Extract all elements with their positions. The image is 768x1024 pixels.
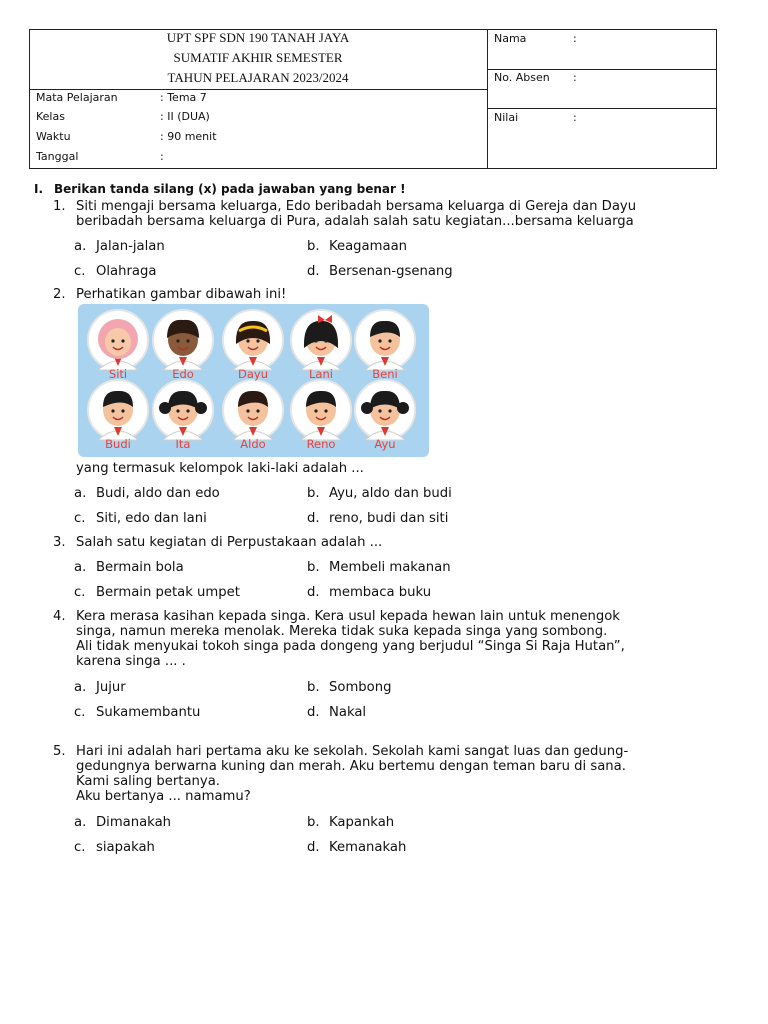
question-line: singa, namun mereka menolak. Mereka tidak suka kepada singa yang sombong. [76, 624, 608, 639]
option-text[interactable]: Bersenan-gsenang [329, 264, 453, 279]
option-key: d. [307, 264, 320, 279]
option-key: a. [74, 486, 87, 501]
option-key: c. [74, 585, 86, 600]
option-text[interactable]: Olahraga [96, 264, 157, 279]
child-portrait-dayu [223, 310, 283, 370]
option-text[interactable]: Keagamaan [329, 239, 408, 254]
option-text[interactable]: Jujur [96, 680, 126, 695]
child-portrait-reno [291, 380, 351, 440]
option-key: c. [74, 511, 86, 526]
field-label-score: Nilai [494, 111, 519, 124]
option-key: d. [307, 511, 320, 526]
field-label-class: Kelas [36, 110, 65, 123]
option-text[interactable]: Bermain bola [96, 560, 184, 575]
question-line: gedungnya berwarna kuning dan merah. Aku bertemu dengan teman baru di sana. [76, 759, 626, 774]
option-key: b. [307, 815, 320, 830]
child-name-label: Beni [372, 367, 398, 381]
option-text[interactable]: Siti, edo dan lani [96, 511, 207, 526]
field-colon-absen: : [573, 71, 577, 84]
child-portrait-ita [153, 380, 213, 440]
children-picture-panel [78, 304, 429, 457]
option-key: a. [74, 239, 87, 254]
option-text[interactable]: Kemanakah [329, 840, 407, 855]
child-name-label: Reno [306, 437, 336, 451]
option-key: b. [307, 239, 320, 254]
option-text[interactable]: Budi, aldo dan edo [96, 486, 220, 501]
option-key: c. [74, 705, 86, 720]
section-instruction: Berikan tanda silang (x) pada jawaban yang benar ! [54, 182, 406, 196]
option-text[interactable]: reno, budi dan siti [329, 511, 449, 526]
option-key: d. [307, 840, 320, 855]
option-text[interactable]: Ayu, aldo dan budi [329, 486, 452, 501]
option-key: d. [307, 705, 320, 720]
field-colon-name: : [573, 32, 577, 45]
child-portrait-beni [355, 310, 415, 370]
option-text[interactable]: Nakal [329, 705, 367, 720]
question-line: Siti mengaji bersama keluarga, Edo beribadah bersama keluarga di Gereja dan Dayu [76, 199, 637, 214]
question-line: Kami saling bertanya. [76, 774, 220, 789]
question-followup: yang termasuk kelompok laki-laki adalah ... [76, 461, 364, 476]
option-text[interactable]: Dimanakah [96, 815, 172, 830]
child-portrait-edo [153, 310, 213, 370]
child-name-label: Siti [108, 367, 128, 381]
section-number: I. [34, 182, 44, 196]
child-name-label: Ita [175, 437, 191, 451]
option-key: a. [74, 560, 87, 575]
option-text[interactable]: Membeli makanan [329, 560, 451, 575]
option-text[interactable]: Jalan-jalan [96, 239, 165, 254]
option-key: b. [307, 486, 320, 501]
child-name-label: Edo [172, 367, 194, 381]
child-portrait-budi [88, 380, 148, 440]
academic-year: TAHUN PELAJARAN 2023/2024 [167, 70, 349, 85]
option-key: c. [74, 840, 86, 855]
header-divider-left [29, 89, 487, 90]
option-text[interactable]: Kapankah [329, 815, 395, 830]
child-name-label: Ayu [374, 437, 396, 451]
option-text[interactable]: Sukamembantu [96, 705, 201, 720]
question-number: 1. [53, 199, 66, 214]
question-line: karena singa ... . [76, 654, 186, 669]
question-line: Salah satu kegiatan di Perpustakaan adalah ... [76, 535, 383, 550]
field-label-time: Waktu [36, 130, 71, 143]
header-divider-right-1 [487, 69, 717, 70]
field-colon-score: : [573, 111, 577, 124]
child-name-label: Aldo [240, 437, 266, 451]
child-portrait-ayu [355, 380, 415, 440]
field-label-date: Tanggal [36, 150, 79, 163]
field-label-absen: No. Absen [494, 71, 550, 84]
field-label-subject: Mata Pelajaran [36, 91, 118, 104]
child-name-label: Lani [309, 367, 333, 381]
field-label-name: Nama [494, 32, 527, 45]
question-line: Ali tidak menyukai tokoh singa pada dongeng yang berjudul “Singa Si Raja Hutan”, [76, 639, 625, 654]
option-key: b. [307, 680, 320, 695]
question-line: Perhatikan gambar dibawah ini! [76, 287, 287, 302]
field-value-date: : [160, 150, 164, 163]
option-key: a. [74, 680, 87, 695]
question-line: beribadah bersama keluarga di Pura, adalah salah satu kegiatan...bersama keluarga [76, 214, 634, 229]
child-portrait-siti [88, 310, 148, 370]
question-number: 2. [53, 287, 66, 302]
exam-title: SUMATIF AKHIR SEMESTER [173, 50, 343, 65]
child-name-label: Budi [105, 437, 131, 451]
child-portrait-aldo [223, 380, 283, 440]
header-divider-vertical [487, 29, 488, 169]
question-line: Hari ini adalah hari pertama aku ke sekolah. Sekolah kami sangat luas dan gedung- [76, 744, 629, 759]
child-portrait-lani [291, 310, 351, 370]
field-value-class: : II (DUA) [160, 110, 210, 123]
field-value-time: : 90 menit [160, 130, 217, 143]
question-number: 4. [53, 609, 66, 624]
option-text[interactable]: Bermain petak umpet [96, 585, 240, 600]
option-key: d. [307, 585, 320, 600]
option-text[interactable]: siapakah [96, 840, 155, 855]
option-text[interactable]: Sombong [329, 680, 392, 695]
option-key: c. [74, 264, 86, 279]
school-name: UPT SPF SDN 190 TANAH JAYA [166, 30, 350, 45]
question-number: 3. [53, 535, 66, 550]
field-value-subject: : Tema 7 [160, 91, 207, 104]
question-number: 5. [53, 744, 66, 759]
header-divider-right-2 [487, 108, 717, 109]
option-key: a. [74, 815, 87, 830]
child-name-label: Dayu [238, 367, 268, 381]
option-text[interactable]: membaca buku [329, 585, 432, 600]
question-line: Kera merasa kasihan kepada singa. Kera usul kepada hewan lain untuk menengok [76, 609, 620, 624]
question-line: Aku bertanya ... namamu? [76, 789, 251, 804]
option-key: b. [307, 560, 320, 575]
